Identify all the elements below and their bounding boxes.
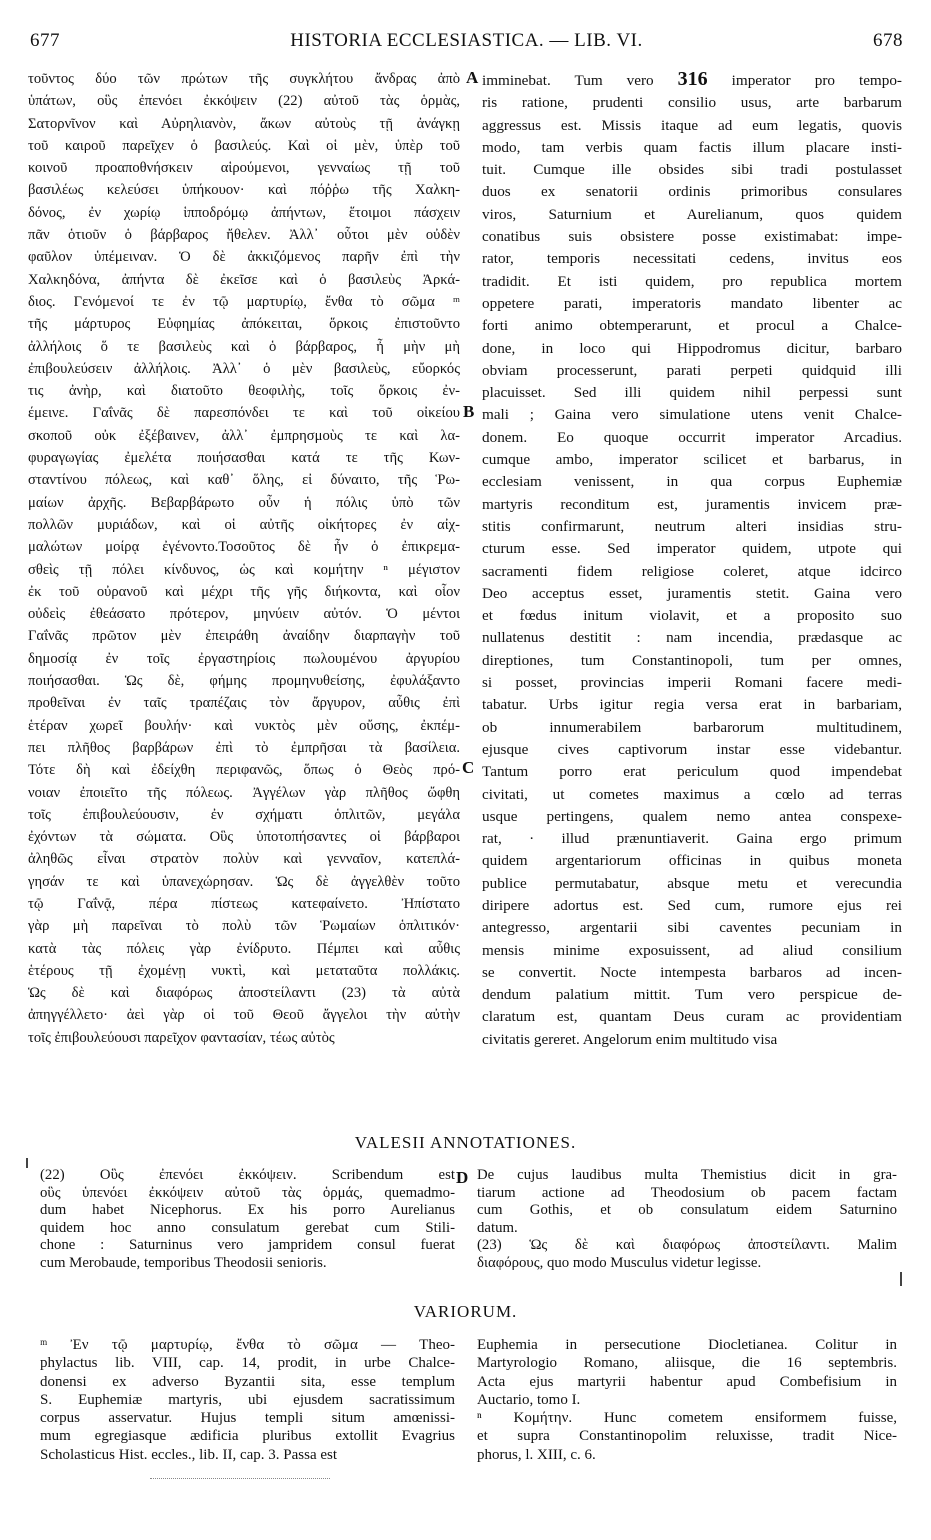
column-number: 316 <box>677 68 708 90</box>
greek-line: ἐχόντων τὰ σώματα. Οὓς ὑποτοπήσαντες οἱ βάρβαροι <box>28 829 460 846</box>
variorum-line: et supra Constantinopolim reluxisse, tradit Nice- <box>477 1428 897 1445</box>
greek-text-column <box>28 68 460 1049</box>
greek-line: τοῦ καιροῦ παρεῖχεν ὁ βασιλεύς. Καὶ οἱ μὲν, ὑπὲρ τοῦ <box>28 137 460 154</box>
greek-line: Ὡς δὲ καὶ διαφόρως ἀποστείλαντι (23) τὰ αὐτὰ <box>28 985 460 1002</box>
footer-rule <box>150 1478 330 1479</box>
variorum-line: phylactus lib. VIII, cap. 14, prodit, in urbe Chalce- <box>40 1355 455 1372</box>
latin-line: modo, tam verbis quam factis illum placare insti- <box>482 138 902 156</box>
greek-line: τοῖς ἐπιβουλεύουσιν, ἐν σχήματι ὁπλιτῶν, μεγάλα <box>28 806 460 823</box>
section-marker-b: B <box>463 402 475 421</box>
latin-line: aggressus est. Missis itaque ad eum legatis, quovis <box>482 116 902 134</box>
greek-line: σκοποῦ οὐκ ἐξέβαινεν, ἀλλ᾽ ἐμπρησμοὺς τε καὶ λα- <box>28 427 460 444</box>
greek-line: πολλῶν μυριάδων, καὶ οἱ αὐτῆς οἰκήτορες ἐν αἰχ- <box>28 516 460 533</box>
latin-line: tradidit. Et isti quidem, pro republica mortem <box>482 272 902 290</box>
latin-line: publice permutabatur, absque metu et verecundia <box>482 874 902 892</box>
variorum-line: Martyrologio Romano, aliisque, die 16 septembris. <box>477 1355 897 1372</box>
annotation-line: datum. <box>477 1219 518 1236</box>
latin-line: civitatis gereret. Angelorum enim multitudo visa <box>482 1030 778 1048</box>
margin-mark <box>900 1272 902 1286</box>
latin-line: viros, Saturnium et Aurelianum, quos quidem <box>482 205 902 223</box>
latin-line: ejusque cives captivorum instar esse videbantur. <box>482 740 902 758</box>
greek-line: ἀλλήλοις ὅ τε βασιλεὺς καὶ ὁ βάρβαρος, ἦ μὴν μὴ <box>28 338 460 355</box>
latin-line: stitis confirmarunt, neutrum alteri insidias stru- <box>482 517 902 535</box>
annotation-line: διαφόρους, quo modo Musculus videtur legisse. <box>477 1254 762 1271</box>
latin-line: claratum est, quantam Deus curam ac providentiam <box>482 1008 902 1026</box>
greek-line: ποιήσασθαι. Ὡς δὲ, φήμης προμηνυθείσης, ἐφυλάξαντο <box>28 673 460 690</box>
greek-line: γὰρ μὴ παρεῖναι τὸ πολὺ τῶν Ῥωμαίων ὁπλιτικόν· <box>28 918 460 935</box>
variorum-line: phorus, l. XIII, c. 6. <box>477 1446 596 1463</box>
annotation-line: chone : Saturninus vero jampridem consul fuerat <box>40 1237 455 1254</box>
latin-line: ecclesiam venissent, in qua corpus Euphemiæ <box>482 473 902 491</box>
latin-line: Tantum porro erat periculum quod impendebat <box>482 763 902 781</box>
variorum-line: S. Euphemiæ martyris, ubi ejusdem sacratissimum <box>40 1391 455 1408</box>
latin-line: ob innumerabilem barbarorum multitudinem, <box>482 718 902 736</box>
annotations-right-column <box>477 1167 897 1273</box>
greek-line: ὑπάτων, οὓς ἐπενόει ἐκκόψειν (22) αὐτοῦ τὰς ὁρμὰς, <box>28 93 460 110</box>
greek-line: σταντίνου πόλεως, καὶ καθ᾽ ὅλης, εἰ δύναιτο, τῆς Ῥω- <box>28 472 460 489</box>
section-marker-a: A <box>466 68 479 87</box>
latin-line: et fœdus initum violavit, et a proposito suo <box>482 607 902 625</box>
page-number-right: 678 <box>873 30 903 51</box>
latin-line: tabatur. Urbs igitur regia versa erat in barbariam, <box>482 696 902 714</box>
page-header <box>30 30 903 60</box>
latin-line: duos ex senatorii ordinis primoribus consulares <box>482 183 902 201</box>
greek-line: φαῦλον ὑπέμειναν. Ὁ δὲ ἀκκιζόμενος παρῆν ἐπὶ τὴν <box>28 249 460 266</box>
variorum-line: donensi ex adverso Byzantii sita, esse templum <box>40 1373 455 1390</box>
greek-line: μαλώτων μοίρᾳ ἐγένοντο.Τοσοῦτος δὲ ἦν ὁ ἐπικρεμα- <box>28 539 460 556</box>
greek-line: ἑτέραν χωρεῖ βουλήν· καὶ νυκτὸς μὲν οὔσης, ἐκπέμ- <box>28 717 460 734</box>
annotation-line: tiarum actione ad Theodosium ob pacem factam <box>477 1184 897 1201</box>
variorum-line: Scholasticus Hist. eccles., lib. II, cap. 3. Passa est <box>40 1446 338 1463</box>
variorum-line: corpus asservatur. Hujus templi situm amœnissi- <box>40 1410 455 1427</box>
running-title: HISTORIA ECCLESIASTICA. — LIB. VI. <box>290 30 643 51</box>
greek-line: βασιλέως κελεύσει ὑπήκουον· καὶ πόῤῥω τῆς Χαλκη- <box>28 182 460 199</box>
annotation-line: cum Merobaude, temporibus Theodosii senioris. <box>40 1254 327 1271</box>
annotation-line: quidem hoc anno consulatum gerebat cum Stili- <box>40 1219 455 1236</box>
greek-line: οὐδεὶς ἐθεάσατο πρότερον, μηνύειν αὐτόν. Ὁ μέντοι <box>28 606 460 623</box>
greek-line: ἐκ τοῦ οὐρανοῦ καὶ μέχρι τῆς γῆς διήκοντα, καὶ οἷον <box>28 583 460 600</box>
greek-line: Γαΐνᾶς πρῶτον μὲν ἐπειράθη ἀναίδην διαρπαγὴν τοῦ <box>28 628 460 645</box>
variorum-line: mum egregiasque ædificia pluribus extollit Evagrius <box>40 1428 455 1445</box>
latin-line: martyris reconditum est, juramentis invicem præ- <box>482 495 902 513</box>
annotation-line: cum Gothis, et ob consulatum eidem Saturnino <box>477 1202 897 1219</box>
annotation-line: (22) Οὓς ἐπενόει ἐκκόψειν. Scribendum est <box>40 1167 455 1183</box>
greek-line: κατὰ τὰς πόλεις γὰρ ἐνίδρυτο. Πέμπει καὶ αὖθις <box>28 940 460 957</box>
greek-line: διος. Γενόμενοί τε ἐν τῷ μαρτυρίῳ, ἔνθα τὸ σῶμα ᵐ <box>28 293 460 310</box>
annotation-line: (23) Ὡς δὲ καὶ διαφόρως ἀποστείλαντι. Malim <box>477 1237 897 1254</box>
latin-line: direptiones, tum Constantinopoli, tum per omnes, <box>482 651 902 669</box>
annotation-line: De cujus laudibus multa Themistius dicit in gra- <box>477 1167 897 1183</box>
latin-line: se convertit. Nocte intempesta barbaros ad incen- <box>482 963 902 981</box>
greek-line: σθεὶς τῇ πόλει κίνδυνος, ὡς καὶ κομήτην ⁿ μέγιστον <box>28 561 460 578</box>
latin-line: antegresso, argentarii sibi caventes pecuniam in <box>482 919 902 937</box>
greek-line: μαίων ἀρχῆς. Βεβαρβάρωτο οὖν ἡ πόλις ὑπὸ τῶν <box>28 494 460 511</box>
annotations-title: VALESII ANNOTATIONES. <box>354 1133 577 1152</box>
greek-line: τῷ Γαΐνᾷ, πέρα πίστεως κατεφαίνετο. Ἠπίστατο <box>28 895 460 912</box>
latin-line: cumque ambo, imperator scilicet et barbarus, in <box>482 451 902 469</box>
greek-line: δημοσίᾳ ἐν τοῖς ἐργαστηρίοις πωλουμένου ἀργυρίου <box>28 650 460 667</box>
variorum-left-column <box>40 1336 455 1464</box>
latin-line: si posset, provincias imperii Romani facere medi- <box>482 674 902 692</box>
greek-line: κοινοῦ προαποθνήσκειν αἱρούμενοι, γενναίως τῇ τοῦ <box>28 160 460 177</box>
latin-line: placuisset. Sed illi quidem nihil perpessi sunt <box>482 384 902 402</box>
latin-line: civitati, ut cometes maximus a cœlo ad terras <box>482 785 902 803</box>
greek-line: τοῦντος δύο τῶν πρώτων τῆς συγκλήτου ἄνδρας ἀπὸ <box>28 71 460 87</box>
annotations-left-column <box>40 1167 455 1273</box>
variorum-right-column <box>477 1336 897 1464</box>
greek-line: έμεινε. Γαΐνᾶς δὲ παρεσπόνδει τε καὶ τοῦ οἰκείου <box>28 405 460 422</box>
latin-line: conatibus suis obsistere posse existimabat: impe- <box>482 228 902 246</box>
margin-mark <box>26 1158 28 1168</box>
greek-line: ἑτέρους τῇ ἐχομένῃ νυκτὶ, καὶ μεταταῦτα πολλάκις. <box>28 962 460 979</box>
latin-line: cturum esse. Sed imperator quidem, utpote qui <box>482 540 902 558</box>
latin-line: nullatenus destitit : nam incendia, prædasque ac <box>482 629 902 647</box>
greek-line: τῆς μάρτυρος Εὐφημίας ἀπόκειται, ὅρκοις ἐπιστοῦντο <box>28 316 460 333</box>
greek-line: τοῖς ἐπιβουλεύουσι παρεῖχον φαντασίαν, τέως αὐτὸς <box>28 1029 335 1046</box>
annotation-line: οὓς ὑπενόει ἐκκόψειν αὐτοῦ τὰς ὁρμάς, quemadmo- <box>40 1184 455 1201</box>
variorum-line: Auctario, tomo I. <box>477 1391 581 1408</box>
variorum-title: VARIORUM. <box>413 1302 518 1321</box>
greek-line: ἀληθῶς εἶναι στρατὸν πολὺν καὶ γενναῖον, κατεπλά- <box>28 851 460 868</box>
greek-line: Σατορνῖνον καὶ Αὐρηλιανὸν, ἄκων αὐτοὺς τῇ ἀνάγκῃ <box>28 115 460 132</box>
latin-line: mali ; Gaina vero simulatione utens venit Chalce- <box>482 406 902 424</box>
section-marker-d: D <box>456 1168 469 1187</box>
variorum-line: Euphemia in persecutione Diocletianea. Colitur in <box>477 1337 897 1353</box>
greek-line: δόνος, ἐν χωρίῳ ἱπποδρόμῳ ἀπήντων, ἕτοιμοι πάσχειν <box>28 204 460 221</box>
greek-line: φυραγωγίας ἐμελέτα ποιήσασθαι κατά τε τῆς Κων- <box>28 450 460 467</box>
section-marker-c: C <box>462 758 475 777</box>
greek-line: ἐπιβουλεύσειν ἀλλήλοις. Ἀλλ᾽ ὁ μὲν βασιλεὺς, εὔορκός <box>28 360 460 377</box>
latin-line: oppetere parati, imperatoris mandato libenter ac <box>482 294 902 312</box>
latin-line: obviam processerunt, parati perpeti quidquid illi <box>482 361 902 379</box>
greek-line: τις ἀνὴρ, καὶ διατοῦτο θεοφιλὴς, τοῖς ὅρκοις ἐν- <box>28 383 460 400</box>
latin-line: forti animo obtemperarunt, et procul a Chalce- <box>482 317 902 335</box>
variorum-line: ᵐ Ἐν τῷ μαρτυρίῳ, ἔνθα τὸ σῶμα — Theo- <box>40 1337 455 1353</box>
variorum-line: ⁿ Κομήτην. Hunc cometem ensiformem fuisse, <box>477 1410 897 1427</box>
latin-text-column <box>482 68 902 1051</box>
latin-line: rat, · illud prænuntiaverit. Gaina ergo primum <box>482 830 902 848</box>
latin-line: dendum palatium mittit. Tum vero perspicue de- <box>482 986 902 1004</box>
latin-line: mensis minime exposuissent, ad aliud consilium <box>482 941 902 959</box>
greek-line: Τότε δὴ καὶ ἐδείχθη περιφανῶς, ὅπως ὁ Θεὸς πρό- <box>28 762 460 779</box>
latin-line: diripere adortus est. Sed cum, rumore ejus rei <box>482 896 902 914</box>
latin-line: sacramenti fidem religiose coleret, atque idcirco <box>482 562 902 580</box>
greek-line: Χαλκηδόνα, ἀπήντα δὲ ἐκεῖσε καὶ ὁ βασιλεὺς Ἀρκά- <box>28 271 460 288</box>
page-number-left: 677 <box>30 30 60 51</box>
latin-line: usque pertingens, qualem nemo antea conspexe- <box>482 807 902 825</box>
greek-line: γησάν τε καὶ ὑπανεχώρησαν. Ὡς δὲ ἀγγελθὲν τοῦτο <box>28 873 460 890</box>
greek-line: πᾶν ὁτιοῦν ὁ βάρβαρος ἤθελεν. Ἀλλ᾽ οὗτοι μὲν οὐδὲν <box>28 227 460 244</box>
latin-line: imminebat. Tum vero 316 imperator pro tempo- <box>482 68 902 90</box>
variorum-line: Acta ejus martyrii habentur apud Combefisium in <box>477 1373 897 1390</box>
latin-line: done, in loco qui Hippodromus dicitur, barbaro <box>482 339 902 357</box>
latin-line: rator, temporis necessitati cedens, invitus eos <box>482 250 902 268</box>
greek-line: νοιαν ἐποιεῖτο τῆς πόλεως. Ἀγγέλων γὰρ πλῆθος ὤφθη <box>28 784 460 801</box>
annotation-line: dum habet Nicephorus. Ex his porro Aurelianus <box>40 1202 455 1219</box>
greek-line: πει πλῆθος βαρβάρων ἐπὶ τὸ ἐμπρῆσαι τὰ βασίλεια. <box>28 739 460 756</box>
greek-line: ἀπηγγέλλετο· ἀεὶ γὰρ οἱ τοῦ Θεοῦ ἄγγελοι τὴν αὐτὴν <box>28 1007 460 1024</box>
latin-line: quidem argentariorum officinas in quibus moneta <box>482 852 902 870</box>
latin-line: Deo acceptus esset, juramentis stetit. Gaina vero <box>482 584 902 602</box>
latin-line: tuit. Cumque ille obsides sibi tradi postulasset <box>482 161 902 179</box>
greek-line: προθεῖναι ἐν ταῖς τραπέζαις τὸν ἄργυρον, αὖθις ἐπὶ <box>28 695 460 712</box>
latin-line: donem. Eo quoque occurrit imperator Arcadius. <box>482 428 902 446</box>
latin-line: ris ratione, prudenti consilio usus, arte barbarum <box>482 94 902 112</box>
